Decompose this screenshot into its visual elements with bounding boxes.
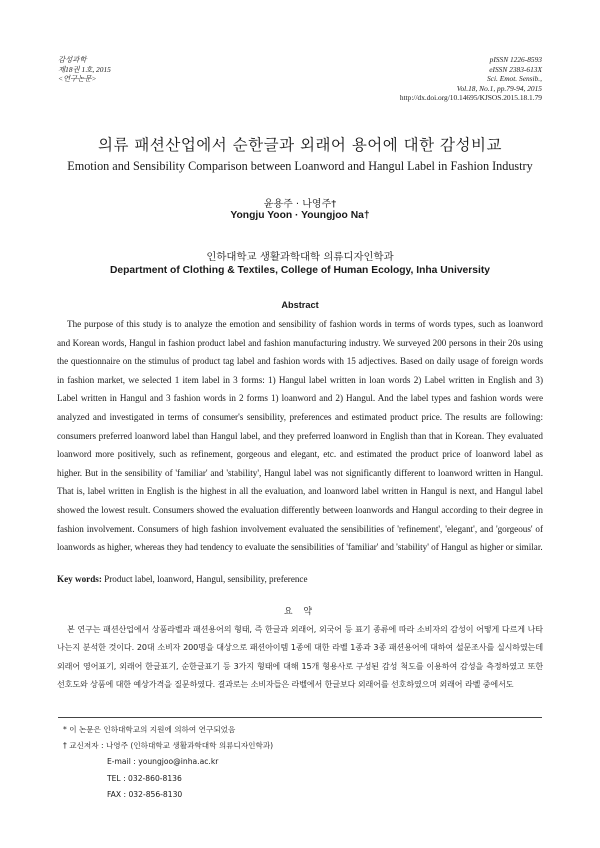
eissn: eISSN 2383-613X [489,64,542,74]
journal-name: 감성과학 [58,55,87,64]
korean-summary-body: 본 연구는 패션산업에서 상품라벨과 패션용어의 형태, 즉 한글과 외래어, 외국어 등 표기 종류에 따라 소비자의 감성이 어떻게 다르게 나타나는지 분석한 것이다. 20대 소비자 200명을 대상으로 패션아이템 1종에 대한 라벨 1종과 3종 패션용어에 대하여 설문조사를 실시하였는데 외래어 영어표기, 외래어 한글표기, 순한글표기 등 3가지 형태에 대해 15개 형용사로 구성된 감성 척도를 이용하여 감성을 측정하였고 또한 선호도와 상품에 대한 예상가격을 질문하였다. 결과로는 소비자들은 라벨에서 한글보다 외래어를 선호하였으며 외래어 라벨 중에서도 [57,625,543,690]
footnote-divider [58,717,542,718]
funding-footnote: * 이 논문은 인하대학교의 지원에 의하여 연구되었음 [63,725,236,734]
korean-summary-heading: 요 약 [283,607,317,617]
authors-korean: 윤용주 · 나영주† [263,199,337,210]
keywords-label: Key words: [57,574,102,584]
journal-header-left [58,55,111,84]
abstract-heading: Abstract [281,300,319,310]
journal-volume: 제18권 1호, 2015 [58,64,111,74]
contact-email[interactable]: E-mail : youngjoo@inha.ac.kr [107,757,219,766]
title-english: Emotion and Sensibility Comparison between Loanword and Hangul Label in Fashion Industry [67,159,533,173]
article-type: <연구논문> [58,74,97,83]
affiliation-korean: 인하대학교 생활과학대학 의류디자인학과 [206,251,394,263]
corresponding-author-footnote: † 교신저자 : 나영주 (인하대학교 생활과학대학 의류디자인학과) [63,741,274,750]
contact-tel: TEL : 032-860-8136 [107,774,182,783]
pissn: pISSN 1226-8593 [489,55,542,64]
contact-fax: FAX : 032-856-8130 [107,790,183,799]
title-korean: 의류 패션산업에서 순한글과 외래어 용어에 대한 감성비교 [98,136,502,154]
volume-pages: Vol.18, No.1, pp.79-94, 2015 [456,83,542,93]
affiliation-english: Department of Clothing & Textiles, College of Human Ecology, Inha University [109,265,491,276]
keywords [57,574,543,584]
doi-link[interactable]: http://dx.doi.org/10.14695/KJSOS.2015.18.1.79 [399,93,542,102]
journal-header-right [400,55,542,103]
abstract-body: The purpose of this study is to analyze the emotion and sensibility of fashion words in terms of words types, such as loanword and Korean words, Hangul in fashion product label and fashion manufacturing industry. We surveyed 200 persons in their 20s using the questionnaire on the stimulus of product tag label and fashion words with 15 adjectives. Based on daily usage of foreign words in fashion market, we selected 1 item label in 3 forms: 1) Hangul label written in loan words 2) Label written in English and 3) Label written in Hangul and 3 fashion words in 2 forms 1) loanword and 2) Hangul. And the label types and fashion words were analyzed and investigated in terms of consumer's sensibility, preferences and estimated product price. The results are following: consumers preferred loanword label than Hangul label, and they preferred loanword in English than that in Korean. They evaluated loanword more positively, such as refinement, gorgeous and elegant, etc. and estimated the product price of loanword label as higher. But in the sensibility of 'familiar' and 'stability', Hangul label was not significantly different to loanword written in Hangul. That is, label written in English is the highest in all the evaluation, and loanword label written in Hangul is next, and Hangul label showed the lowest result. Consumers showed the evaluation differently between loanwords and Hangul according to their degree in fashion involvement. Consumers of high fashion involvement evaluated the sensibilities of 'refinement', 'elegant', and 'gorgeous' of loanwords as higher, whereas they had tendency to evaluate the sensibilities of 'familiar' and 'stability' of Hangul as higher or similar. [57,319,543,553]
keywords-list: Product label, loanword, Hangul, sensibility, preference [104,574,308,584]
journal-abbrev: Sci. Emot. Sensib., [486,74,542,83]
authors-english: Yongju Yoon · Youngjoo Na† [230,210,370,221]
